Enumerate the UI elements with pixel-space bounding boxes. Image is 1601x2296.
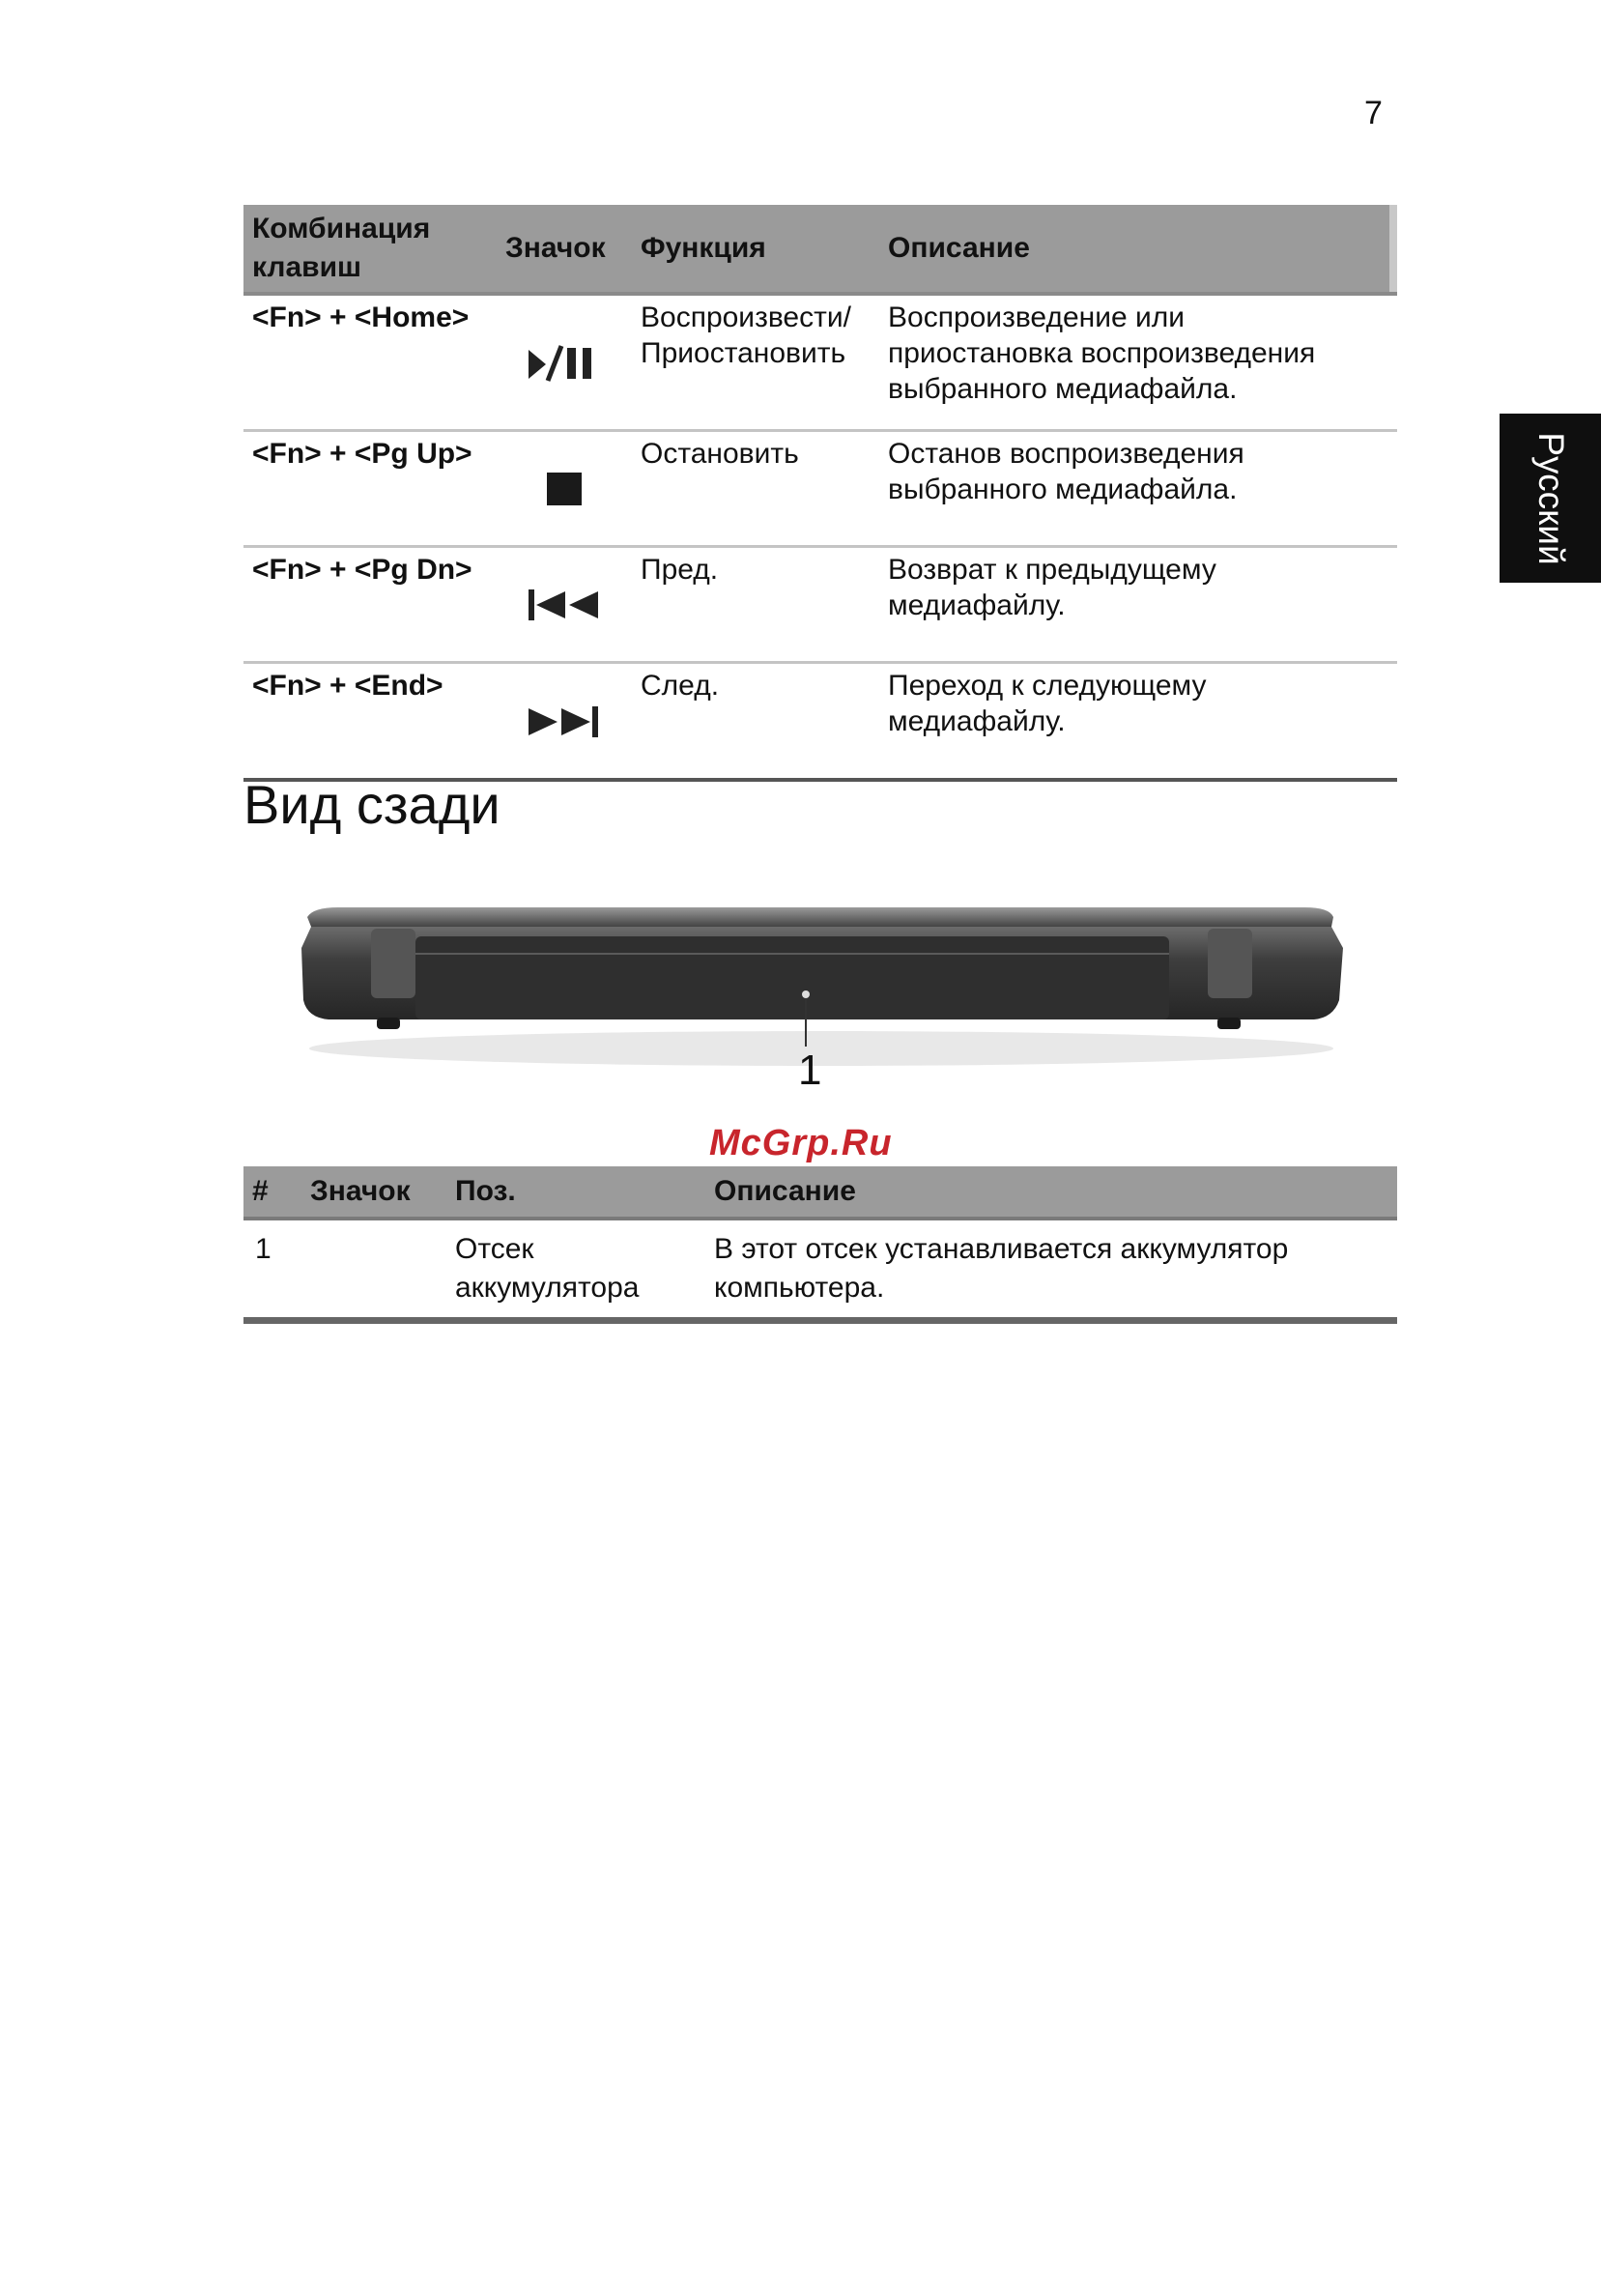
watermark: McGrp.Ru [709,1123,893,1163]
item-cell: Отсек аккумулятора [446,1219,705,1321]
table-row [243,294,1397,431]
page-number: 7 [1364,95,1383,131]
description-cell: Останов воспроизведения выбранного медиафайла. [879,431,1397,547]
stop-icon [545,471,584,507]
icon-cell [301,1219,446,1321]
table-row [243,663,1397,781]
key-combo: <Fn> + <End> [243,663,497,781]
description-cell: Возврат к предыдущему медиафайлу. [879,547,1397,663]
function-cell: Пред. [632,547,879,663]
header-icon: Значок [301,1166,446,1219]
next-track-icon [527,704,602,739]
rear-header-row [243,1166,1397,1219]
callout-label: 1 [798,1047,822,1094]
section-title: Вид сзади [243,774,500,835]
function-cell: След. [632,663,879,781]
header-description: Описание [705,1166,1397,1219]
icon-cell [497,294,632,431]
table-row [243,1219,1397,1321]
language-tab [1500,414,1601,583]
row-number: 1 [243,1219,301,1321]
rear-view-table [243,1166,1397,1324]
play-pause-icon [527,344,602,383]
hotkeys-header-row [243,205,1397,294]
icon-cell [497,663,632,781]
icon-cell [497,547,632,663]
table-row [243,547,1397,663]
key-combo: <Fn> + <Pg Up> [243,431,497,547]
header-function: Функция [632,205,879,294]
hotkeys-table [243,205,1397,782]
previous-track-icon [527,588,602,622]
function-cell: Остановить [632,431,879,547]
table-row [243,431,1397,547]
key-combo: <Fn> + <Home> [243,294,497,431]
header-description: Описание [879,205,1397,294]
header-item: Поз. [446,1166,705,1219]
language-tab-label: Русский [1530,431,1571,565]
description-cell: Воспроизведение или приостановка воспроизведения выбранного медиафайла. [879,294,1397,431]
description-cell: Переход к следующему медиафайлу. [879,663,1397,781]
icon-cell [497,431,632,547]
key-combo: <Fn> + <Pg Dn> [243,547,497,663]
header-number: # [243,1166,301,1219]
header-combo: Комбинация клавиш [243,205,497,294]
header-icon: Значок [497,205,632,294]
function-cell: Воспроизвести/ Приостановить [632,294,879,431]
description-cell: В этот отсек устанавливается аккумулятор компьютера. [705,1219,1397,1321]
